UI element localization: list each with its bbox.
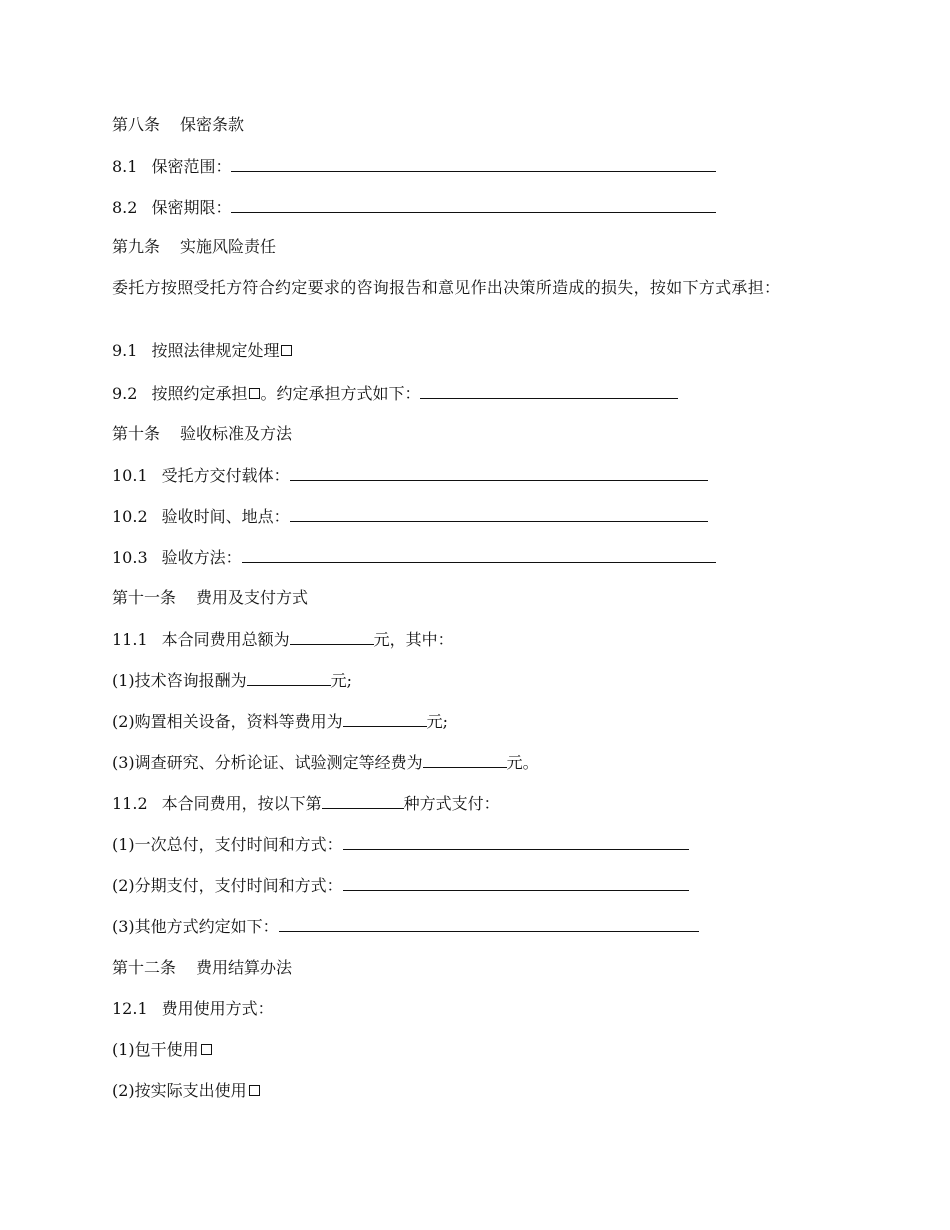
clause-10-1	[112, 463, 708, 487]
article-title: 费用及支付方式	[196, 588, 309, 607]
checkbox[interactable]	[281, 345, 292, 356]
clause-label: 保密期限：	[151, 198, 232, 217]
clause-number: 11.2	[112, 794, 148, 813]
clause-11-2	[112, 791, 500, 815]
item-label: (2)分期支付，支付时间和方式：	[112, 876, 343, 895]
payment-option-2	[112, 873, 689, 897]
blank-field[interactable]	[242, 545, 716, 563]
item-label: (1)包干使用	[112, 1040, 199, 1059]
clause-label-suffix: 。约定承担方式如下：	[260, 384, 421, 403]
article-title: 保密条款	[180, 115, 245, 134]
clause-label: 本合同费用，按以下第	[161, 794, 322, 813]
clause-number: 12.1	[112, 999, 148, 1018]
clause-10-3	[112, 545, 716, 569]
clause-label: 保密范围：	[151, 157, 232, 176]
clause-label: 受托方交付载体：	[161, 466, 290, 485]
blank-field[interactable]	[423, 750, 507, 768]
clause-number: 9.1	[112, 341, 138, 360]
blank-field[interactable]	[231, 154, 716, 172]
article-11-heading	[112, 586, 308, 610]
article-title: 费用结算办法	[196, 958, 293, 977]
clause-label: 验收时间、地点：	[161, 507, 290, 526]
clause-label: 费用使用方式：	[161, 999, 274, 1018]
clause-8-2	[112, 195, 716, 219]
clause-number: 8.2	[112, 198, 138, 217]
blank-field[interactable]	[343, 873, 689, 891]
item-label: (3)其他方式约定如下：	[112, 917, 279, 936]
checkbox[interactable]	[249, 1085, 260, 1096]
checkbox[interactable]	[201, 1044, 212, 1055]
blank-field[interactable]	[420, 381, 678, 399]
article-number: 第九条	[112, 237, 161, 256]
item-label: (2)购置相关设备，资料等费用为	[112, 712, 343, 731]
article-title: 实施风险责任	[180, 237, 277, 256]
clause-label-suffix: 种方式支付：	[403, 794, 500, 813]
clause-label: 按照约定承担	[151, 384, 248, 403]
clause-10-2	[112, 504, 708, 528]
article-10-heading	[112, 422, 292, 446]
usage-option-2	[112, 1079, 260, 1103]
clause-number: 11.1	[112, 630, 148, 649]
blank-field[interactable]	[343, 709, 427, 727]
clause-number: 8.1	[112, 157, 138, 176]
item-label: (1)一次总付，支付时间和方式：	[112, 835, 343, 854]
clause-9-2	[112, 381, 678, 405]
clause-label-suffix: 元，其中：	[373, 630, 454, 649]
item-label: (1)技术咨询报酬为	[112, 671, 247, 690]
item-label: (2)按实际支出使用	[112, 1081, 247, 1100]
article-number: 第八条	[112, 115, 161, 134]
clause-number: 10.2	[112, 507, 148, 526]
payment-option-3	[112, 914, 699, 938]
item-label: (3)调查研究、分析论证、试验测定等经费为	[112, 753, 423, 772]
clause-number: 9.2	[112, 384, 138, 403]
article-12-heading	[112, 956, 292, 980]
clause-number: 10.3	[112, 548, 148, 567]
item-label-suffix: 元。	[506, 753, 539, 772]
clause-label: 验收方法：	[161, 548, 242, 567]
usage-option-1	[112, 1038, 212, 1062]
article-9-heading	[112, 235, 276, 259]
article-number: 第十二条	[112, 958, 177, 977]
blank-field[interactable]	[322, 791, 404, 809]
clause-11-1	[112, 627, 454, 651]
blank-field[interactable]	[279, 914, 699, 932]
checkbox[interactable]	[249, 388, 260, 399]
clause-8-1	[112, 154, 716, 178]
fee-item-2	[112, 709, 448, 733]
blank-field[interactable]	[290, 463, 708, 481]
article-number: 第十条	[112, 424, 161, 443]
blank-field[interactable]	[247, 668, 331, 686]
blank-field[interactable]	[231, 195, 716, 213]
blank-field[interactable]	[343, 832, 689, 850]
article-number: 第十一条	[112, 588, 177, 607]
blank-field[interactable]	[290, 627, 374, 645]
article-9-intro: 委托方按照受托方符合约定要求的咨询报告和意见作出决策所造成的损失，按如下方式承担：	[112, 278, 781, 297]
fee-item-1	[112, 668, 352, 692]
item-label-suffix: 元;	[426, 712, 449, 731]
clause-label: 本合同费用总额为	[161, 630, 290, 649]
blank-field[interactable]	[290, 504, 708, 522]
fee-item-3	[112, 750, 539, 774]
article-title: 验收标准及方法	[180, 424, 293, 443]
payment-option-1	[112, 832, 689, 856]
clause-9-1	[112, 339, 292, 363]
clause-12-1	[112, 997, 274, 1021]
clause-number: 10.1	[112, 466, 148, 485]
article-8-heading	[112, 113, 244, 137]
item-label-suffix: 元;	[330, 671, 353, 690]
clause-label: 按照法律规定处理	[151, 341, 280, 360]
